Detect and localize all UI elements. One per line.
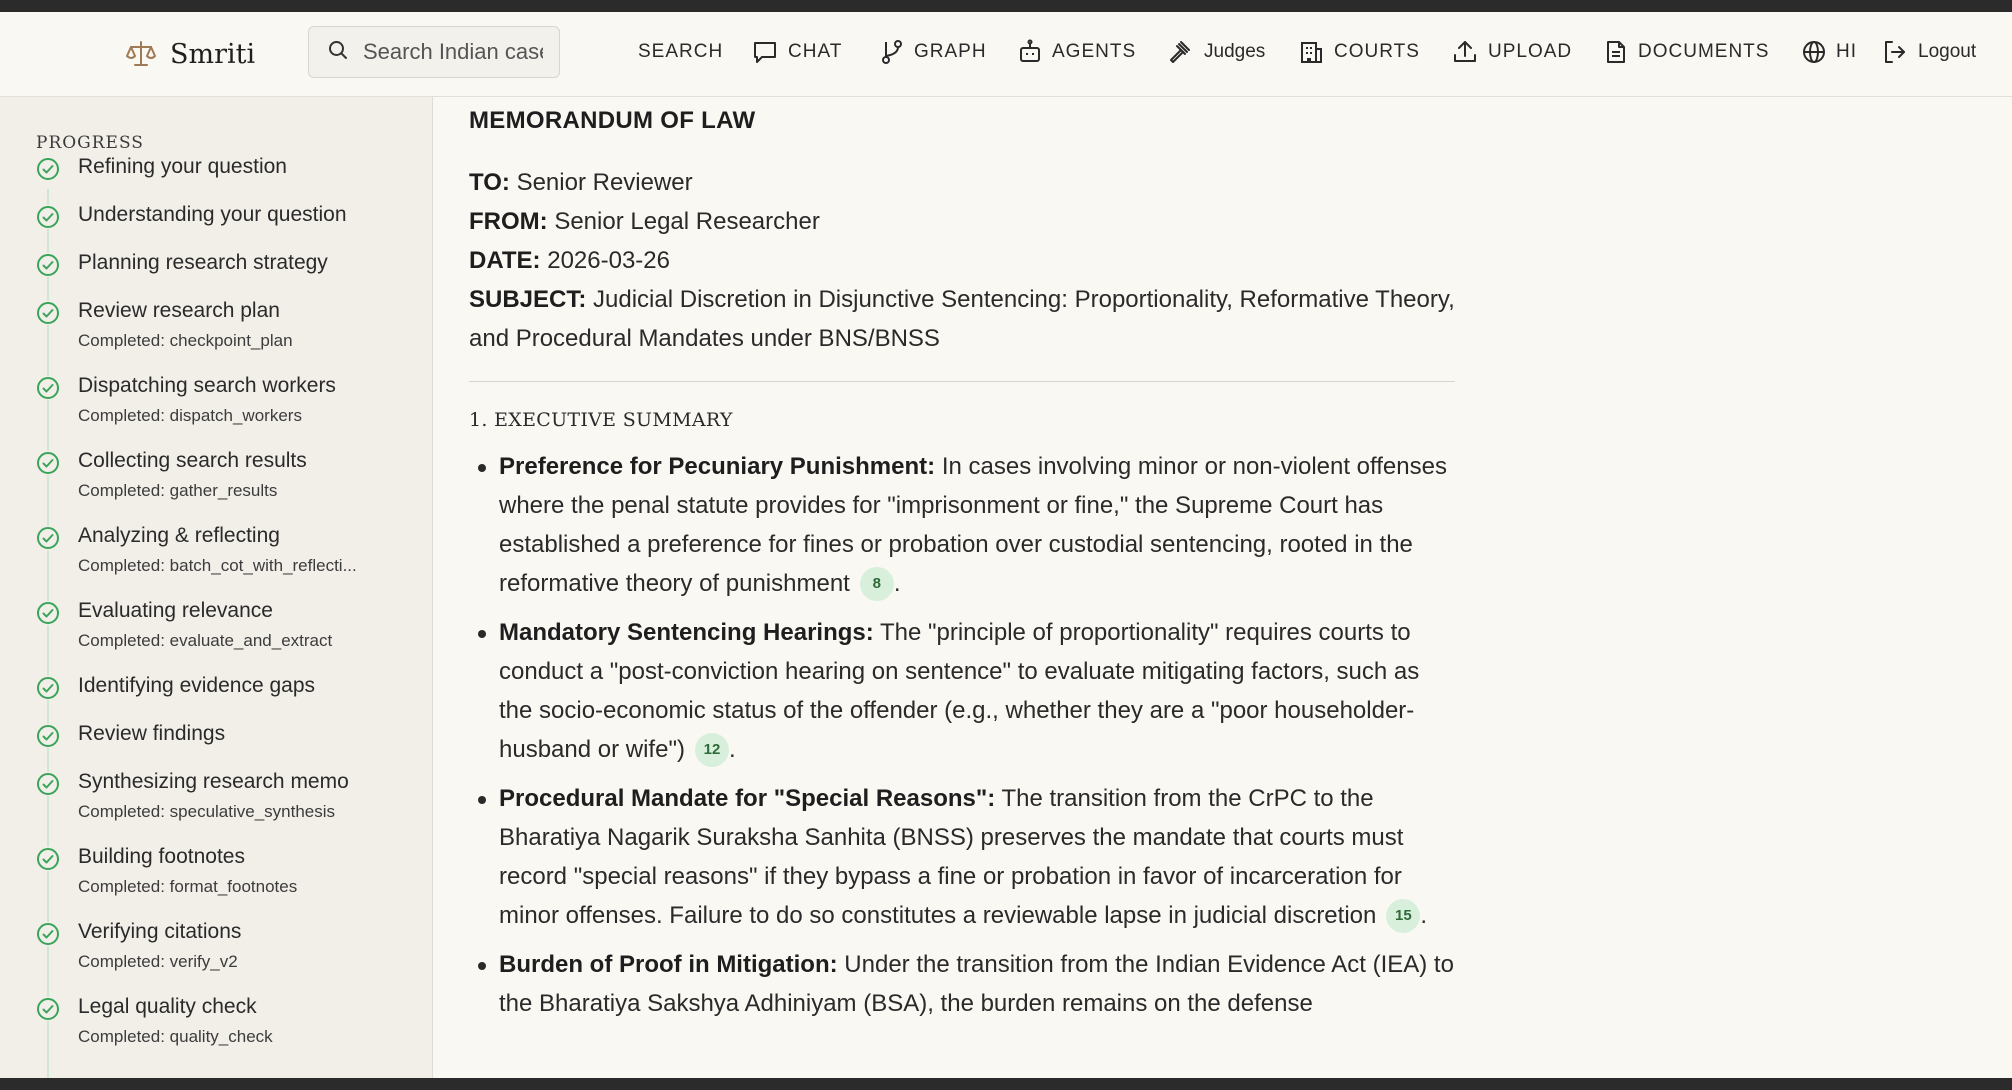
memo-date-label: DATE: xyxy=(469,247,541,274)
logout-icon xyxy=(1882,39,1908,65)
progress-step-status: Completed: checkpoint_plan xyxy=(78,331,293,350)
nav-chat[interactable] xyxy=(752,24,842,80)
nav-documents-label: DOCUMENTS xyxy=(1638,41,1770,62)
window-top-edge xyxy=(0,0,2012,12)
progress-step-status: Completed: quality_check xyxy=(78,1027,273,1046)
summary-bullet: Procedural Mandate for "Special Reasons": The transition from the CrPC to the Bharatiya Nagarik Suraksha Sanhita (BNSS) preserves the mandate that courts must record "special reasons" if they bypass a fine or probation in favor of incarceration for minor offenses. Failure to do so constitutes a reviewable lapse in judicial discretion 15 . xyxy=(469,779,1455,935)
progress-step-status: Completed: verify_v2 xyxy=(78,952,238,971)
check-circle-icon xyxy=(36,601,60,625)
section-title: 1. EXECUTIVE SUMMARY xyxy=(469,409,733,431)
memo-from-value: Senior Legal Researcher xyxy=(554,208,820,235)
summary-bullet: Preference for Pecuniary Punishment: In cases involving minor or non-violent offenses where the penal statute provides for "imprisonment or fine," the Supreme Court has established a preference for fines or probation over custodial sentencing, rooted in the reformative theory of punishment 8 . xyxy=(469,447,1455,603)
nav-graph[interactable] xyxy=(880,24,987,80)
citation-badge[interactable]: 15 xyxy=(1386,899,1420,933)
check-circle-icon xyxy=(36,451,60,475)
progress-step-label: Building footnotes xyxy=(78,845,245,868)
memo-panel xyxy=(433,97,2012,1078)
check-circle-icon xyxy=(36,997,60,1021)
nav-upload-label: UPLOAD xyxy=(1488,41,1573,62)
bullet-heading: Mandatory Sentencing Hearings: xyxy=(499,619,874,646)
progress-step-status: Completed: batch_cot_with_reflecti... xyxy=(78,556,357,575)
bullet-heading: Burden of Proof in Mitigation: xyxy=(499,951,838,978)
memo-to-label: TO: xyxy=(469,169,510,196)
nav-agents[interactable] xyxy=(1018,24,1136,80)
citation-badge[interactable]: 12 xyxy=(695,733,729,767)
progress-step-label: Dispatching search workers xyxy=(78,374,336,397)
check-circle-icon xyxy=(36,376,60,400)
divider xyxy=(469,381,1455,382)
check-circle-icon xyxy=(36,922,60,946)
bullet-text: The "principle of proportionality" requires courts to conduct a "post-conviction hearing on sentence" to evaluate mitigating factors, such as the socio-economic status of the offender (e.g., whether they are a "poor householder-husband or wife") xyxy=(499,619,1420,763)
progress-step-status: Completed: format_footnotes xyxy=(78,877,298,896)
progress-step-label: Legal quality check xyxy=(78,995,257,1018)
progress-step-label: Planning research strategy xyxy=(78,251,328,274)
check-circle-icon xyxy=(36,772,60,796)
citation-badge[interactable]: 8 xyxy=(860,567,894,601)
check-circle-icon xyxy=(36,301,60,325)
check-circle-icon xyxy=(36,205,60,229)
bullet-text: The transition from the CrPC to the Bharatiya Nagarik Suraksha Sanhita (BNSS) preserves the mandate that courts must record "special reasons" if they bypass a fine or probation in favor of incarceration for minor offenses. Failure to do so constitutes a reviewable lapse in judicial discretion xyxy=(499,785,1404,929)
upload-icon xyxy=(1452,39,1478,65)
progress-step-label: Refining your question xyxy=(78,155,287,178)
memo-to xyxy=(469,163,1455,202)
bullet-text: Under the transition from the Indian Evidence Act (IEA) to the Bharatiya Sakshya Adhiniyam (BSA), the burden remains on the defense xyxy=(499,951,1454,1017)
nav-chat-label: CHAT xyxy=(788,41,843,62)
git-branch-icon xyxy=(880,39,904,65)
executive-summary-list xyxy=(469,447,1455,1033)
building-icon xyxy=(1298,39,1324,65)
check-circle-icon xyxy=(36,526,60,550)
progress-sidebar xyxy=(0,97,433,1078)
progress-step-status: Completed: evaluate_and_extract xyxy=(78,631,333,650)
progress-step-status: Completed: gather_results xyxy=(78,481,278,500)
bullet-heading: Preference for Pecuniary Punishment: xyxy=(499,453,936,480)
progress-step-label: Verifying citations xyxy=(78,920,242,943)
progress-step-status: Completed: dispatch_workers xyxy=(78,406,302,425)
gavel-icon xyxy=(1168,39,1194,65)
memo-to-value: Senior Reviewer xyxy=(516,169,693,196)
nav-graph-label: GRAPH xyxy=(914,41,987,62)
check-circle-icon xyxy=(36,253,60,277)
progress-step-label: Review findings xyxy=(78,722,226,745)
nav-upload[interactable] xyxy=(1452,24,1572,80)
nav-judges-label: Judges xyxy=(1204,41,1266,62)
brand-name: Smriti xyxy=(170,38,256,70)
summary-bullet: Mandatory Sentencing Hearings: The "principle of proportionality" requires courts to conduct a "post-conviction hearing on sentence" to evaluate mitigating factors, such as the socio-economic status of the offender (e.g., whether they are a "poor householder-husband or wife") 12 . xyxy=(469,613,1455,769)
bullet-heading: Procedural Mandate for "Special Reasons": xyxy=(499,785,996,812)
memo-date xyxy=(469,241,1455,280)
top-navbar xyxy=(0,12,2012,97)
nav-logout-label: Logout xyxy=(1918,41,1977,62)
memo-subject-label: SUBJECT: xyxy=(469,286,587,313)
memo-subject xyxy=(469,280,1455,358)
check-circle-icon xyxy=(36,847,60,871)
nav-courts[interactable] xyxy=(1298,24,1420,80)
nav-search[interactable] xyxy=(638,24,723,80)
summary-bullet xyxy=(469,945,1455,1023)
progress-step-label: Analyzing & reflecting xyxy=(78,524,280,547)
progress-step-label: Synthesizing research memo xyxy=(78,770,349,793)
progress-title: PROGRESS xyxy=(36,133,144,153)
progress-step-label: Identifying evidence gaps xyxy=(78,674,315,697)
memo-subject-value: Judicial Discretion in Disjunctive Sentencing: Proportionality, Reformative Theory, and Procedural Mandates under BNS/BNSS xyxy=(469,286,1455,352)
memo-from-label: FROM: xyxy=(469,208,548,235)
nav-language-label: HI xyxy=(1836,41,1857,62)
globe-icon xyxy=(1802,40,1826,64)
check-circle-icon xyxy=(36,157,60,181)
nav-documents[interactable] xyxy=(1604,24,1769,80)
nav-judges[interactable] xyxy=(1168,24,1265,80)
nav-search-label: SEARCH xyxy=(638,41,724,62)
window-bottom-edge xyxy=(0,1078,2012,1090)
memo-from xyxy=(469,202,1455,241)
progress-step-label: Evaluating relevance xyxy=(78,599,273,622)
check-circle-icon xyxy=(36,724,60,748)
progress-step-label: Collecting search results xyxy=(78,449,307,472)
check-circle-icon xyxy=(36,676,60,700)
nav-logout[interactable] xyxy=(1882,24,1976,80)
nav-courts-label: COURTS xyxy=(1334,41,1420,62)
document-icon xyxy=(1604,39,1628,65)
progress-step-status: Completed: speculative_synthesis xyxy=(78,802,336,821)
nav-language[interactable] xyxy=(1802,24,1857,80)
nav-agents-label: AGENTS xyxy=(1052,41,1137,62)
chat-bubble-icon xyxy=(752,39,778,65)
memo-date-value: 2026-03-26 xyxy=(547,247,670,274)
memo-title: MEMORANDUM OF LAW xyxy=(469,107,756,134)
bullet-text: In cases involving minor or non-violent offenses where the penal statute provides for "imprisonment or fine," the Supreme Court has established a preference for fines or probation over custodial sentencing, rooted in the reformative theory of punishment xyxy=(499,453,1447,597)
progress-step-label: Understanding your question xyxy=(78,203,347,226)
progress-step-label: Review research plan xyxy=(78,299,280,322)
robot-icon xyxy=(1018,39,1042,65)
